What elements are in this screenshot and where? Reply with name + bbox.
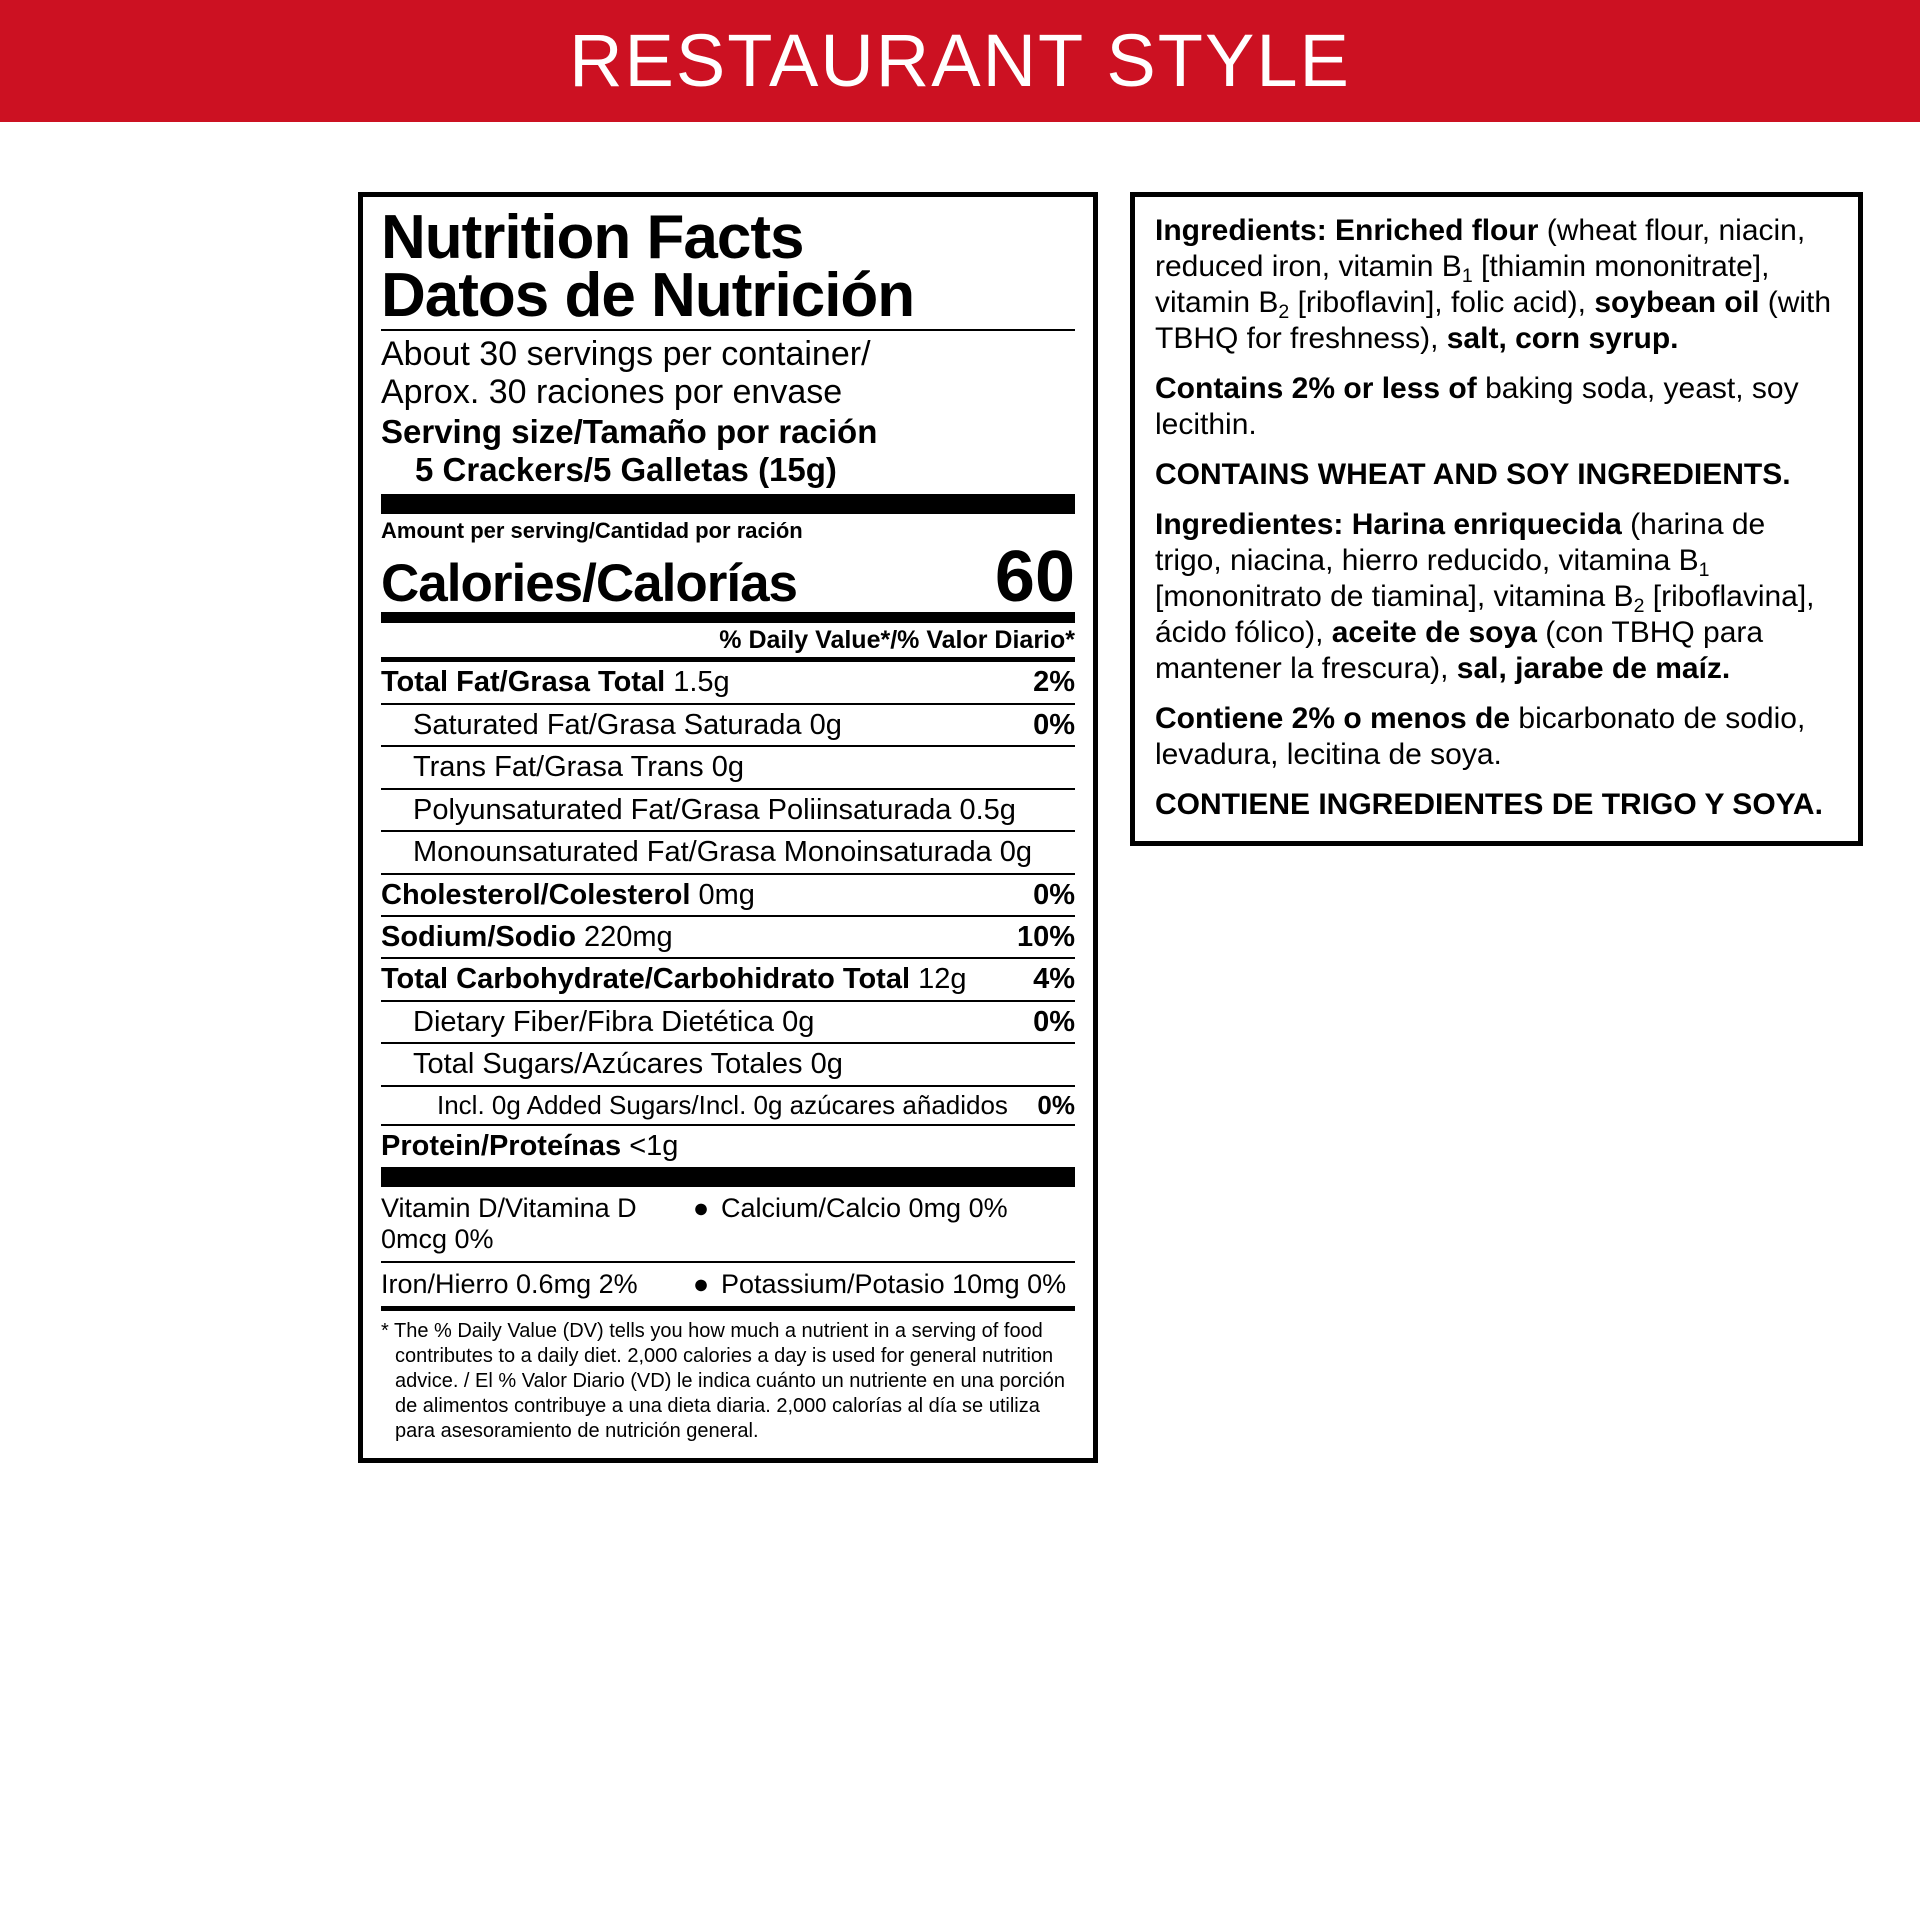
nutrition-facts-panel: [358, 192, 1098, 1463]
serving-size-value: 5 Crackers/5 Galletas (15g): [415, 450, 837, 488]
table-row: [381, 705, 1075, 745]
table-row: [381, 790, 1075, 830]
divider-after-calories: [381, 612, 1075, 623]
table-row: [381, 1263, 1075, 1306]
table-row: [381, 1126, 1075, 1166]
banner-title: RESTAURANT STYLE: [569, 19, 1351, 102]
nutrient-amount: 220mg: [584, 921, 673, 954]
servings-line-en: About 30 servings per container/: [381, 334, 871, 373]
nutrition-facts-title-es: Datos de Nutrición: [381, 261, 915, 331]
servings-line-es: Aprox. 30 raciones por envase: [381, 372, 843, 411]
divider-thick-top: [381, 494, 1075, 514]
divider-thick-bottom: [381, 1167, 1075, 1187]
nutrient-name: Dietary Fiber/Fibra Dietética: [413, 1005, 774, 1038]
contains-two-percent-en: [1155, 371, 1840, 443]
nutrient-name: Cholesterol/Colesterol: [381, 878, 691, 911]
table-row: [381, 662, 1075, 702]
ingrediente-aceite-de-soya: aceite de soya: [1331, 616, 1537, 649]
allergen-statement-en: CONTAINS WHEAT AND SOY INGREDIENTS.: [1155, 458, 1791, 491]
vitamina-b1-subscript: 1: [1698, 558, 1710, 581]
nutrient-name: Saturated Fat/Grasa Saturada: [413, 708, 802, 741]
daily-value-footnote: * The % Daily Value (DV) tells you how much a nutrient in a serving of food contributes to a daily diet. 2,000 calories a day is used for general nutrition advice. / El % Valor Diario (VD) le indica cuánto un nutriente en una porción de alimentos contribuye a una dieta diaria. 2,000 calorías al día se utiliza para asesoramiento de nutrición general.: [381, 1319, 1065, 1442]
serving-size-label: Serving size/Tamaño por ración: [381, 412, 878, 450]
nutrient-dv: 4%: [1033, 963, 1075, 996]
contains-text-es: bicarbonato de sodio, levadura, lecitina de soya.: [1155, 702, 1806, 771]
ingredients-text-en-2: [thiamin mononitrate], vitamin B: [1155, 250, 1770, 319]
servings-per-container: [381, 331, 1075, 413]
ingredients-text-en-1: (wheat flour, niacin, reduced iron, vitamin B: [1155, 214, 1806, 283]
ingrediente-harina-enriquecida: Harina enriquecida: [1351, 508, 1622, 541]
ingredients-text-es-2: [mononitrato de tiamina], vitamina B: [1155, 580, 1634, 613]
calories-value: 60: [994, 537, 1075, 618]
table-row: [381, 832, 1075, 872]
nutrient-amount: 0g: [782, 1005, 815, 1038]
nutrient-dv: 0%: [1033, 1005, 1075, 1038]
nutrient-name: Protein/Proteínas: [381, 1130, 622, 1163]
nutrient-dv: 2%: [1033, 666, 1075, 699]
nutrient-dv: 10%: [1016, 921, 1075, 954]
ingrediente-sal-jarabe: sal, jarabe de maíz.: [1456, 652, 1731, 685]
table-row: [381, 1044, 1075, 1084]
micronutrient-right: Calcium/Calcio 0mg 0%: [721, 1192, 1008, 1223]
nutrient-name: Total Sugars/Azúcares Totales: [413, 1048, 803, 1081]
vitamin-b2-subscript: 2: [1278, 300, 1290, 323]
table-row: [381, 917, 1075, 957]
ingredients-text-en-3: [riboflavin], folic acid),: [1289, 286, 1595, 319]
micronutrient-left: Iron/Hierro 0.6mg 2%: [381, 1268, 638, 1299]
nutrient-amount: 12g: [918, 963, 967, 996]
ingredients-text-es-3: [riboflavina], ácido fólico),: [1155, 580, 1815, 649]
contains-two-percent-es: [1155, 701, 1840, 773]
daily-value-header: % Daily Value*/% Valor Diario*: [719, 626, 1075, 655]
ingredients-text-es-1: (harina de trigo, niacina, hierro reducido, vitamina B: [1155, 508, 1766, 577]
nutrient-dv: 0%: [1033, 708, 1075, 741]
label-content: [0, 122, 1920, 1920]
table-row: [381, 1187, 1075, 1261]
restaurant-style-banner: [0, 0, 1920, 122]
nutrient-name: Polyunsaturated Fat/Grasa Poliinsaturada: [413, 793, 952, 826]
table-row: [381, 747, 1075, 787]
bullet-icon: ●: [692, 1192, 710, 1223]
nutrient-name: Trans Fat/Grasa Trans: [413, 751, 704, 784]
nutrient-dv: 0%: [1037, 1089, 1075, 1120]
nutrient-name: Monounsaturated Fat/Grasa Monoinsaturada: [413, 836, 992, 869]
serving-size: [381, 413, 1075, 494]
ingredient-soybean-oil: soybean oil: [1594, 286, 1760, 319]
ingredient-enriched-flour: Enriched flour: [1335, 214, 1539, 247]
nutrient-amount: 0g: [810, 1048, 843, 1081]
contains-label-en: Contains 2% or less of: [1155, 372, 1477, 405]
ingredients-text-en-4: (with TBHQ for freshness),: [1155, 286, 1832, 355]
nutrient-amount: 0g: [711, 751, 744, 784]
nutrient-name: Total Carbohydrate/Carbohidrato Total: [381, 963, 911, 996]
calories-row: [381, 537, 1075, 618]
ingredients-label-en: Ingredients:: [1155, 214, 1327, 247]
table-row: [381, 875, 1075, 915]
micronutrient-left: Vitamin D/Vitamina D 0mcg 0%: [381, 1192, 637, 1254]
ingredients-panel: [1130, 192, 1863, 846]
table-row: [381, 1002, 1075, 1042]
nutrient-amount: 0.5g: [959, 793, 1016, 826]
nutrient-name: Total Fat/Grasa Total: [381, 666, 666, 699]
micronutrient-right: Potassium/Potasio 10mg 0%: [721, 1268, 1067, 1299]
nutrient-name: Incl. 0g Added Sugars/Incl. 0g azúcares añadidos: [437, 1089, 1008, 1120]
ingredient-salt-corn-syrup: salt, corn syrup.: [1446, 322, 1679, 355]
nutrient-amount: <1g: [629, 1130, 679, 1163]
amount-per-serving-label: Amount per serving/Cantidad por ración: [381, 518, 803, 544]
ingredients-label-es: Ingredientes:: [1155, 508, 1344, 541]
table-row: [381, 1087, 1075, 1124]
nutrient-amount: 0g: [809, 708, 842, 741]
nutrient-amount: 1.5g: [673, 666, 730, 699]
nutrient-amount: 0mg: [698, 878, 755, 911]
contains-label-es: Contiene 2% o menos de: [1155, 702, 1511, 735]
contains-text-en: baking soda, yeast, soy lecithin.: [1155, 372, 1799, 441]
bullet-icon: ●: [692, 1268, 710, 1299]
nutrient-name: Sodium/Sodio: [381, 921, 576, 954]
vitamina-b2-subscript: 2: [1633, 594, 1645, 617]
nutrition-facts-title-en: Nutrition Facts: [381, 203, 804, 272]
table-row: [381, 959, 1075, 999]
vitamin-b1-subscript: 1: [1461, 264, 1473, 287]
ingredients-text-es-4: (con TBHQ para mantener la frescura),: [1155, 616, 1764, 685]
calories-label: Calories/Calorías: [381, 554, 798, 614]
allergen-statement-es: CONTIENE INGREDIENTES DE TRIGO Y SOYA.: [1155, 788, 1823, 821]
nutrient-amount: 0g: [999, 836, 1033, 869]
nutrient-dv: 0%: [1033, 878, 1075, 911]
ingredients-spanish: [1155, 507, 1840, 687]
ingredients-english: [1155, 213, 1840, 357]
